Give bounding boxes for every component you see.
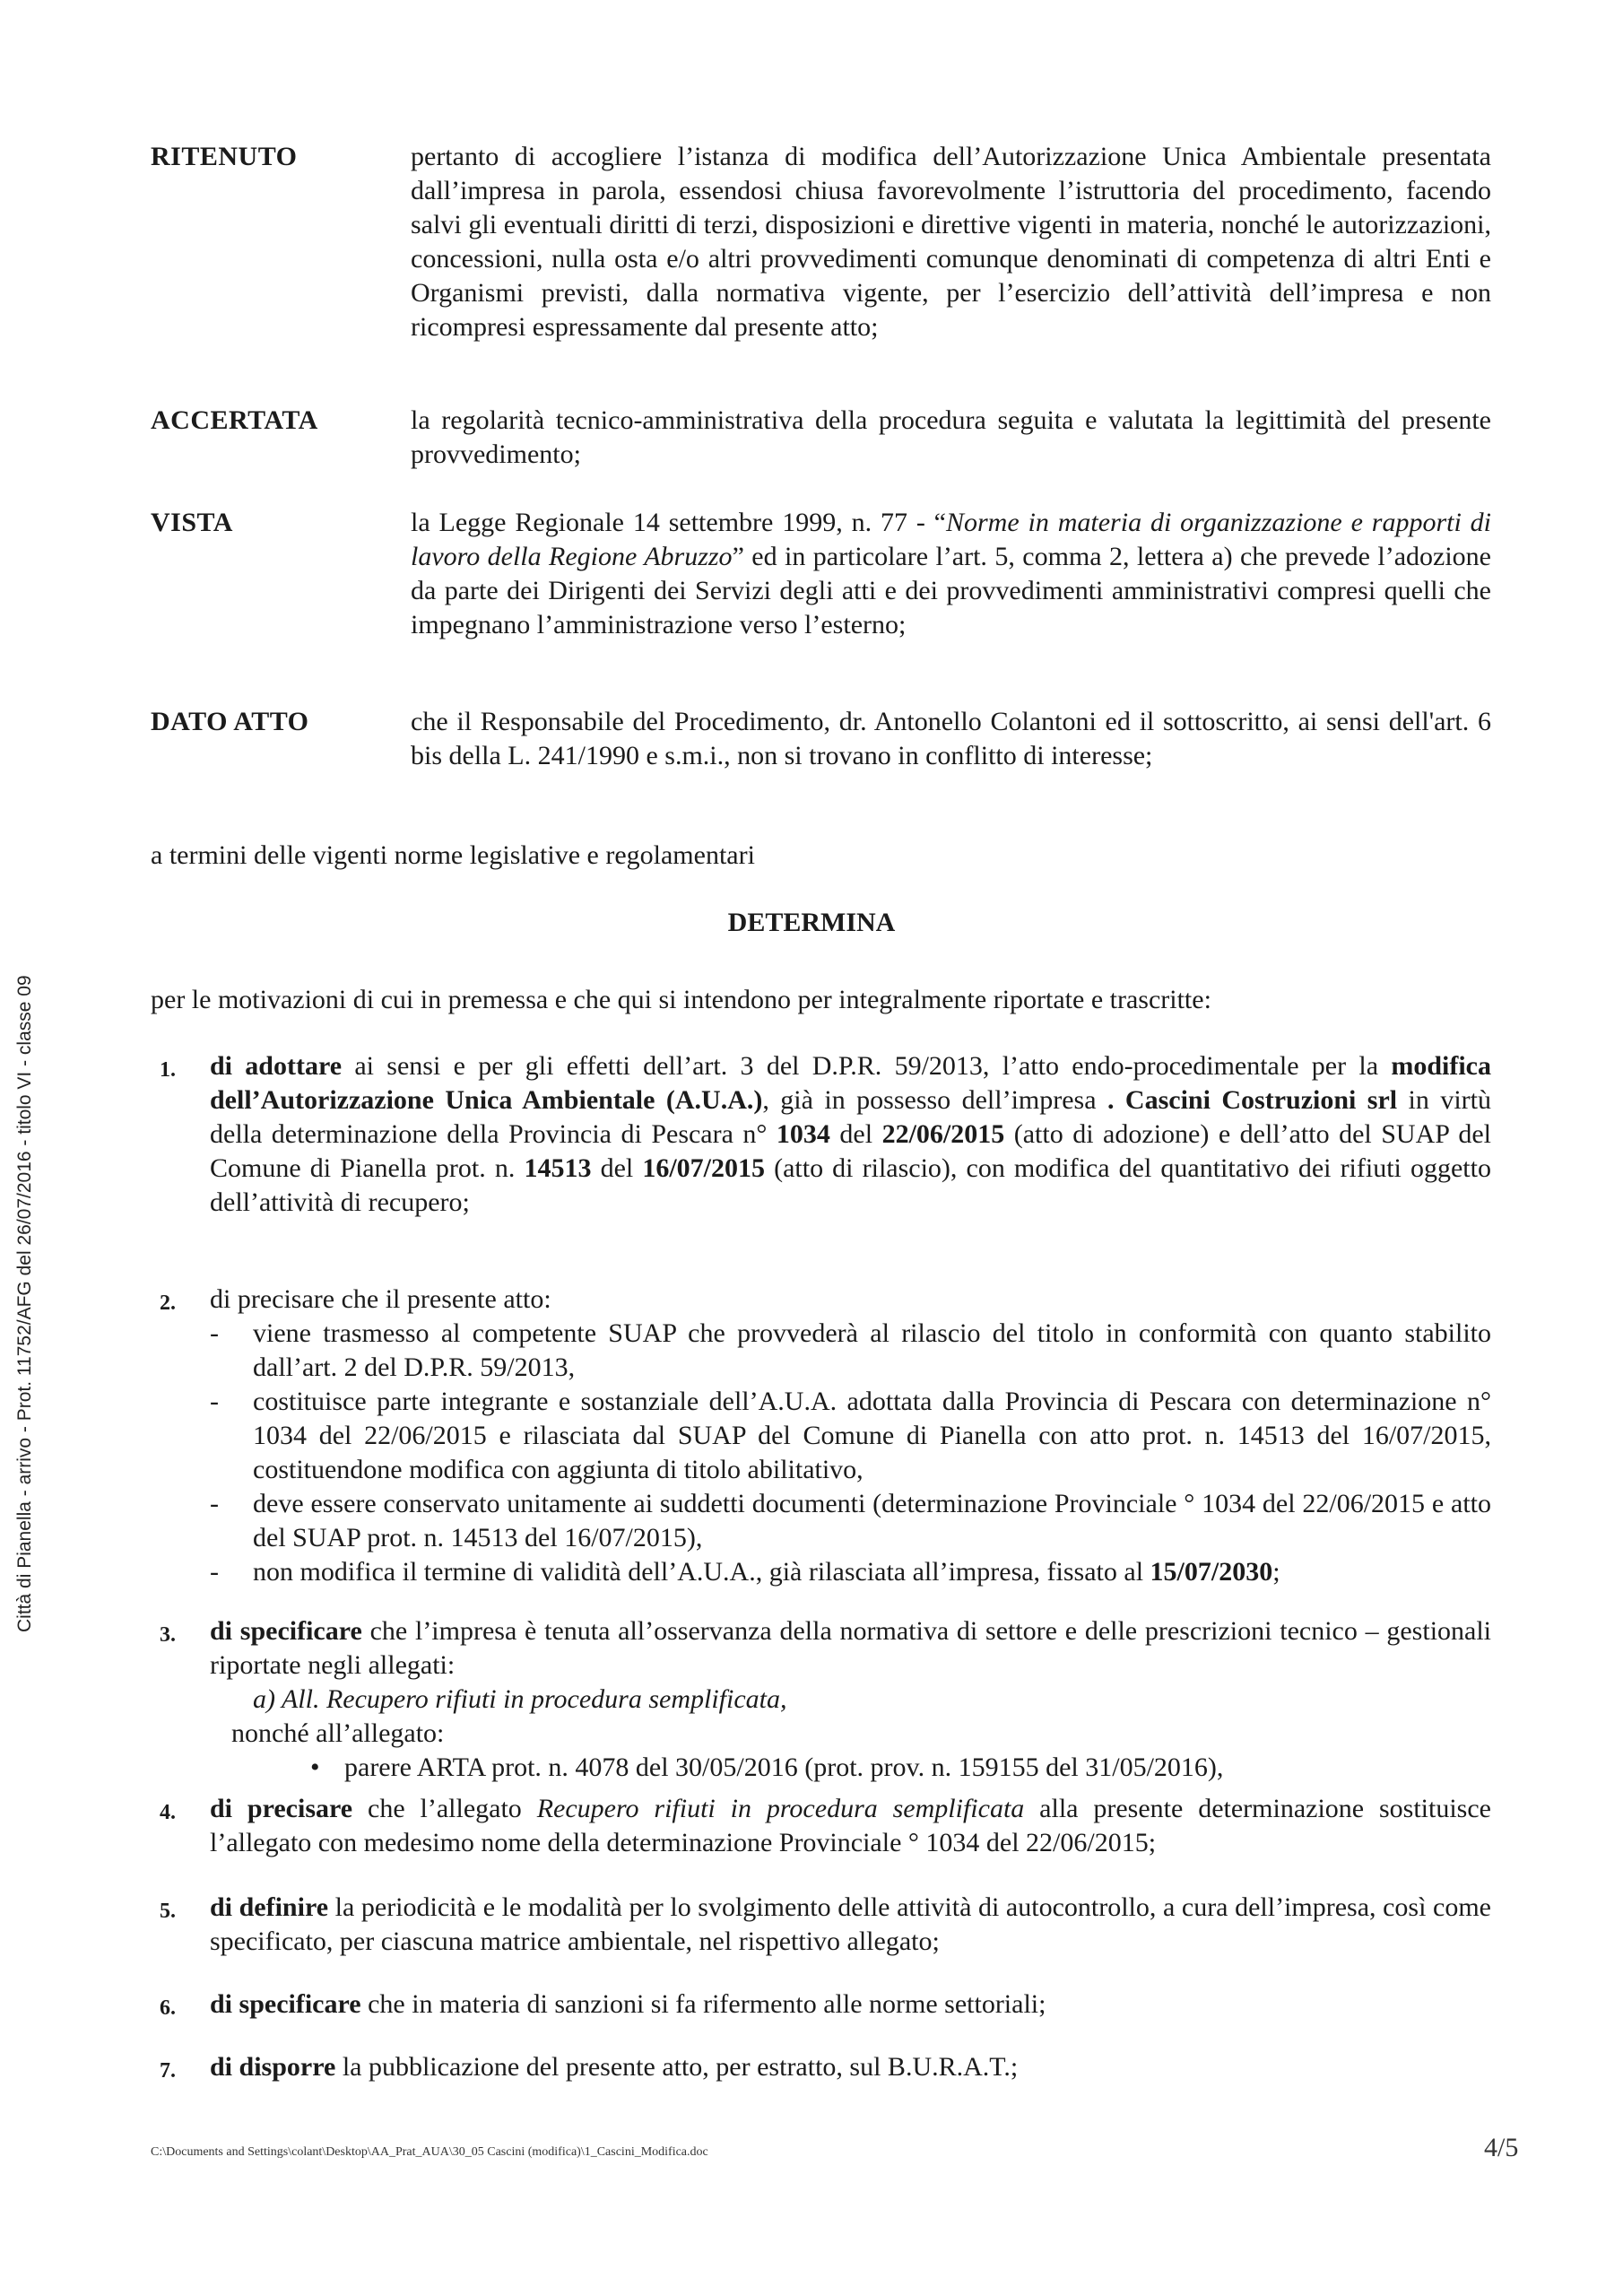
item-verb: di definire xyxy=(210,1892,329,1922)
item-verb: di specificare xyxy=(210,1616,362,1646)
item-body xyxy=(210,2050,1491,2084)
motivation-line: per le motivazioni di cui in premessa e che qui si intendono per integralmente riportate e trascritte: xyxy=(151,985,1211,1014)
terms-line: a termini delle vigenti norme legislative e regolamentari xyxy=(151,840,755,870)
determina-heading: DETERMINA xyxy=(727,908,896,937)
item-text: del xyxy=(591,1153,643,1183)
item-text: , già in possesso dell’impresa xyxy=(762,1085,1107,1115)
page-number: 4/5 xyxy=(1484,2133,1519,2162)
item-number: 3. xyxy=(160,1623,176,1647)
item-body xyxy=(210,1987,1491,2022)
dash-marker: - xyxy=(210,1387,219,1416)
item-intro: di precisare che il presente atto: xyxy=(210,1284,551,1314)
item-text: ai sensi e per gli effetti dell’art. 3 del D.P.R. 59/2013, l’atto endo-procedimentale per la xyxy=(342,1051,1392,1081)
sub-list xyxy=(210,1317,1491,1589)
item-text: in virtù della determinazione della Provincia di Pescara n° xyxy=(210,1085,1491,1149)
premise-text: pertanto di accogliere l’istanza di modifica dell’Autorizzazione Unica Ambientale presentata dall’impresa in parola, essendosi chiusa favorevolmente l’istruttoria del procedimento, facendo salvi gli eventuali diritti di terzi, disposizioni e direttive vigenti in materia, nonché le autorizzazioni, concessioni, nulla osta e/o altri provvedimenti comunque denominati di competenza di altri Enti e Organismi previsti, dalla normativa vigente, per l’esercizio dell’attività dell’impresa e non ricompresi espressamente dal presente atto; xyxy=(411,142,1491,342)
item-number: 2. xyxy=(160,1292,176,1315)
dash-marker: - xyxy=(210,1489,219,1518)
item-bold: 14513 xyxy=(524,1153,592,1183)
sub-text: costituisce parte integrante e sostanziale dell’A.U.A. adottata dalla Provincia di Pescara con determinazione n° 1034 del 22/06/2015 e rilasciata dal SUAP del Comune di Pianella con atto prot. n. 14513 del 16/07/2015, costituendone modifica con aggiunta di titolo abilitativo, xyxy=(253,1387,1491,1484)
bullet-icon: • xyxy=(310,1752,320,1782)
item-body xyxy=(210,1283,1491,1589)
item-verb: di adottare xyxy=(210,1051,343,1081)
premise-text xyxy=(411,506,1491,642)
item-text: che l’allegato xyxy=(352,1794,537,1823)
vista-text-post: ” ed in particolare l’art. 5, comma 2, lettera a) che prevede l’adozione da parte dei Dirigenti dei Servizi degli atti e dei provvedimenti amministrativi compresi quelli che impegnano l’amministrazione verso l’esterno; xyxy=(411,542,1492,639)
protocol-stamp: Città di Pianella - arrivo - Prot. 11752/AFG del 26/07/2016 - titolo VI - classe 09 xyxy=(14,975,35,1632)
premise-label: RITENUTO xyxy=(151,142,298,171)
item-text: che in materia di sanzioni si fa rifermento alle norme settoriali; xyxy=(360,1989,1046,2019)
nonche-line: nonché all’allegato: xyxy=(231,1718,445,1748)
sub-list-item xyxy=(210,1487,1491,1555)
item-number: 7. xyxy=(160,2059,176,2083)
attachment-name: Recupero rifiuti in procedura semplificata xyxy=(536,1794,1025,1823)
item-text: la pubblicazione del presente atto, per estratto, sul B.U.R.A.T.; xyxy=(335,2052,1019,2082)
item-number: 5. xyxy=(160,1900,176,1923)
bullet-item xyxy=(210,1751,1491,1785)
law-title: Norme in materia di organizzazione e rapporti di lavoro della Regione Abruzzo xyxy=(411,508,1491,571)
sub-text: deve essere conservato unitamente ai suddetti documenti (determinazione Provinciale ° 1034 del 22/06/2015 e atto del SUAP prot. n. 14513 del 16/07/2015), xyxy=(253,1489,1491,1552)
item-body xyxy=(210,1049,1491,1220)
dash-marker: - xyxy=(210,1318,219,1348)
dash-marker: - xyxy=(210,1557,219,1587)
item-number: 1. xyxy=(160,1058,176,1082)
item-verb: di disporre xyxy=(210,2052,336,2082)
item-text: che l’impresa è tenuta all’osservanza della normativa di settore e delle prescrizioni tecnico – gestionali riportate negli allegati: xyxy=(210,1616,1492,1680)
file-path-footer: C:\Documents and Settings\colant\Desktop\AA_Prat_AUA\30_05 Cascini (modifica)\1_Cascini_Modifica.doc xyxy=(151,2145,708,2159)
sub-list-item xyxy=(210,1317,1491,1385)
item-bold: 1034 xyxy=(776,1119,830,1149)
item-text: la periodicità e le modalità per lo svolgimento delle attività di autocontrollo, a cura dell’impresa, così come specificato, per ciascuna matrice ambientale, nel rispettivo allegato; xyxy=(210,1892,1492,1956)
bullet-text: parere ARTA prot. n. 4078 del 30/05/2016 (prot. prov. n. 159155 del 31/05/2016), xyxy=(344,1752,1224,1782)
attachment-item: a) All. Recupero rifiuti in procedura semplificata, xyxy=(253,1684,787,1714)
vista-text-pre: la Legge Regionale 14 settembre 1999, n. 77 - “ xyxy=(411,508,946,537)
item-bold: modifica dell’Autorizzazione Unica Ambientale (A.U.A.) xyxy=(210,1051,1491,1115)
sub-text: ; xyxy=(1272,1557,1280,1587)
sub-list-item xyxy=(210,1385,1491,1487)
item-bold: 16/07/2015 xyxy=(642,1153,765,1183)
premise-text: che il Responsabile del Procedimento, dr. Antonello Colantoni ed il sottoscritto, ai sensi dell'art. 6 bis della L. 241/1990 e s.m.i., non si trovano in conflitto di interesse; xyxy=(411,707,1491,770)
item-body xyxy=(210,1792,1491,1860)
sub-text: non modifica il termine di validità dell’A.U.A., già rilasciata all’impresa, fissato al xyxy=(253,1557,1150,1587)
premise-label: DATO ATTO xyxy=(151,707,309,736)
company-name: . Cascini Costruzioni srl xyxy=(1107,1085,1398,1115)
validity-date: 15/07/2030 xyxy=(1150,1557,1273,1587)
sub-list-item xyxy=(210,1555,1491,1589)
item-text: del xyxy=(829,1119,882,1149)
item-number: 4. xyxy=(160,1801,176,1824)
premise-label: ACCERTATA xyxy=(151,405,318,435)
item-text: (atto di rilascio), con modifica del quantitativo dei rifiuti oggetto dell’attività di recupero; xyxy=(210,1153,1491,1217)
sub-text: viene trasmesso al competente SUAP che provvederà al rilascio del titolo in conformità con quanto stabilito dall’art. 2 del D.P.R. 59/2013, xyxy=(253,1318,1491,1382)
item-body xyxy=(210,1614,1491,1785)
item-number: 6. xyxy=(160,1996,176,2020)
item-bold: 22/06/2015 xyxy=(881,1119,1005,1149)
item-verb: di specificare xyxy=(210,1989,361,2019)
item-text: (atto di adozione) e dell’atto del SUAP del Comune di Pianella prot. n. xyxy=(210,1119,1491,1183)
premise-text: la regolarità tecnico-amministrativa della procedura seguita e valutata la legittimità del presente provvedimento; xyxy=(411,405,1491,469)
item-body xyxy=(210,1891,1491,1959)
item-verb: di precisare xyxy=(210,1794,353,1823)
item-text: alla presente determinazione sostituisce l’allegato con medesimo nome della determinazione Provinciale ° 1034 del 22/06/2015; xyxy=(210,1794,1491,1857)
premise-label: VISTA xyxy=(151,508,233,537)
